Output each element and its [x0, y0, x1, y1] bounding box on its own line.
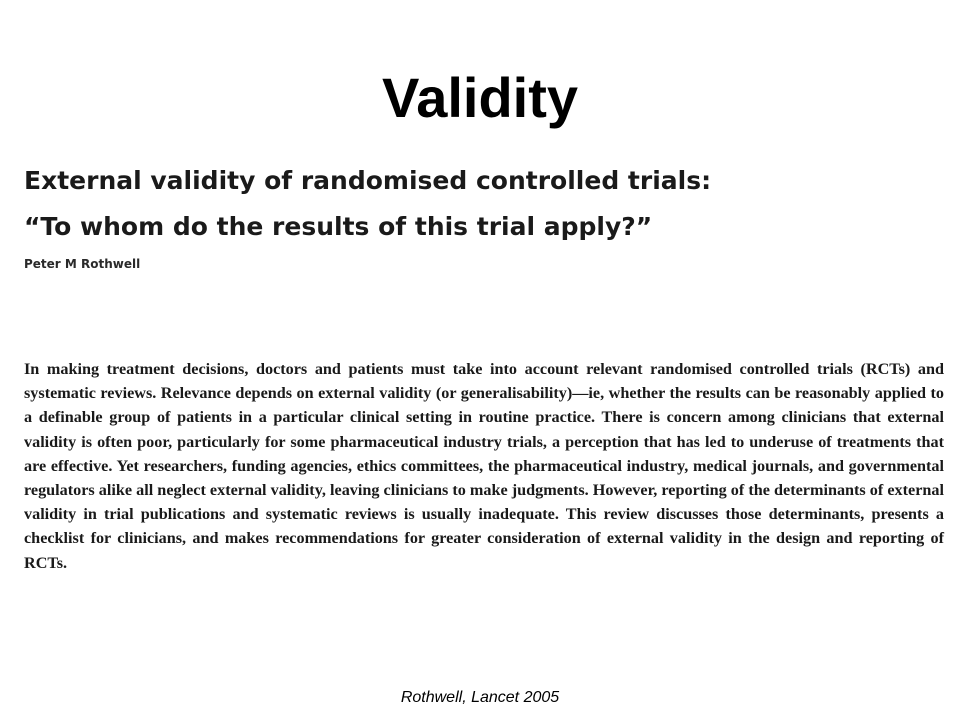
- article-title-line-1: External validity of randomised controlled trials:: [24, 166, 712, 195]
- article-excerpt: [24, 158, 944, 272]
- slide-title: Validity: [381, 65, 579, 129]
- article-abstract: In making treatment decisions, doctors and patients must take into account relevant randomised controlled trials (RCTs) and systematic reviews. Relevance depends on external validity (or generalisability)—ie, whether the results can be reasonably applied to a definable group of patients in a particular clinical setting in routine practice. There is concern among clinicians that external validity is often poor, particularly for some pharmaceutical industry trials, a perception that has led to underuse of treatments that are effective. Yet researchers, funding agencies, ethics committees, the pharmaceutical industry, medical journals, and governmental regulators alike all neglect external validity, leaving clinicians to make judgments. However, reporting of the determinants of external validity in trial publications and systematic reviews is usually inadequate. This review discusses those determinants, presents a checklist for clinicians, and makes recommendations for greater consideration of external validity in the design and reporting of RCTs.: [24, 360, 944, 572]
- article-title-line-2: “To whom do the results of this trial apply?”: [24, 212, 653, 241]
- article-author: Peter M Rothwell: [24, 257, 141, 271]
- slide-citation: Rothwell, Lancet 2005: [400, 689, 560, 706]
- article-title: [24, 158, 944, 250]
